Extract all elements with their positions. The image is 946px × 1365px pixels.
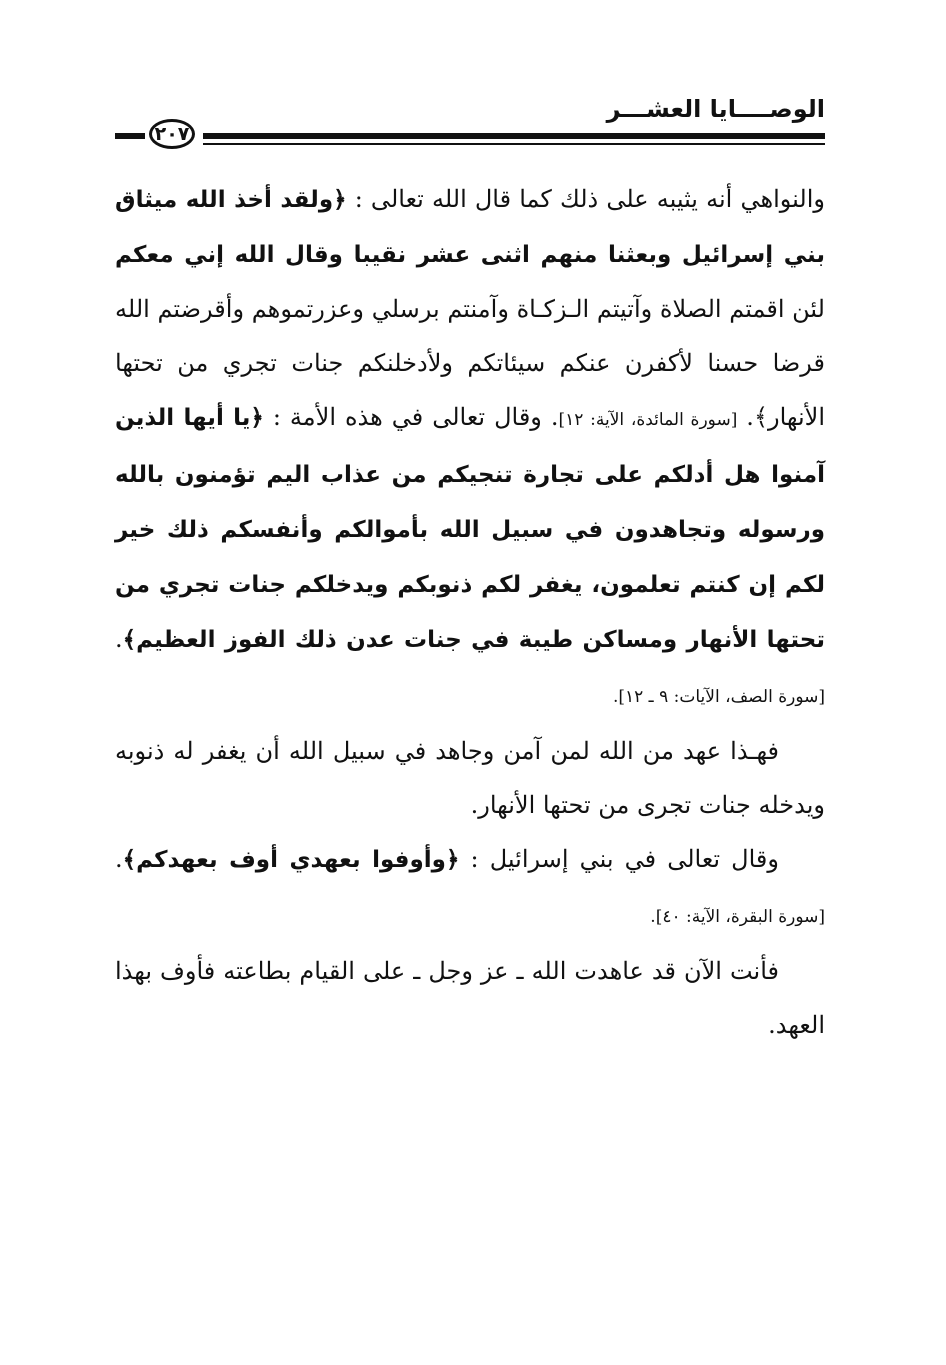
body-text (115, 172, 825, 1052)
verse-reference: [سورة البقرة، الآية: ٤٠]. (650, 907, 825, 927)
paragraph-4: فأنت الآن قد عاهدت الله ـ عز وجل ـ على القيام بطاعته فأوف بهذا العهد. (115, 957, 825, 1039)
header-rule-thick (203, 133, 825, 139)
text-run: وقال تعالى في هذه الأمة : (263, 403, 542, 431)
quran-quote: ﴿وأوفوا بعهدي أوف بعهدكم﴾ (122, 847, 460, 873)
verse-reference: [سورة المائدة، الآية: ١٢] (558, 410, 738, 430)
running-header (115, 95, 825, 155)
quran-quote: ﴿ولقد أخذ الله ميثاق بني إسرائيل وبعثنا منهم اثنى عشر نقيبا وقال الله إني معكم (115, 187, 825, 268)
paragraph-3: وقال تعالى في بني إسرائيل : ﴿وأوفوا بعهدي أوف بعهدكم﴾. [سورة البقرة، الآية: ٤٠]. (115, 845, 825, 927)
verse-reference: [سورة الصف، الآيات: ٩ ـ ١٢]. (612, 687, 825, 707)
text-run: والنواهي أنه يثيبه على ذلك كما قال الله تعالى : (346, 185, 825, 213)
paragraph-1: والنواهي أنه يثيبه على ذلك كما قال الله تعالى : ﴿ولقد أخذ الله ميثاق بني إسرائيل وبعثنا منهم اثنى عشر نقيبا وقال الله إني معكم لئن اقمتم الصلاة وآتيتم الـزكـاة وآمنتم برسلي وعزرتموهم وأقرضتم الله قرضا حسنا لأكفرن عنكم سيئاتكم ولأدخلنكم جنات تجري من تحتها الأنهار﴾. [سورة المائدة، الآية: ١٢]. وقال تعالى في هذه الأمة : ﴿يا أيها الذين آمنوا هل أدلكم على تجارة تنجيكم من عذاب اليم تؤمنون بالله ورسوله وتجاهدون في سبيل الله بأموالكم وأنفسكم ذلك خير لكم إن كنتم تعلمون، يغفر لكم ذنوبكم ويدخلكم جنات تجري من تحتها الأنهار ومساكن طيبة في جنات عدن ذلك الفوز العظيم﴾. [سورة الصف، الآيات: ٩ ـ ١٢]. (115, 185, 825, 707)
page-number: ٢٠٧ (149, 119, 195, 149)
quran-quote: ﴿يا أيها الذين آمنوا هل أدلكم على تجارة تنجيكم من عذاب اليم تؤمنون بالله ورسوله وتجاهدون في سبيل الله بأموالكم وأنفسكم ذلك خير لكم إن كنتم تعلمون، يغفر لكم ذنوبكم ويدخلكم جنات تجري من تحتها الأنهار ومساكن طيبة في جنات عدن ذلك الفوز العظيم﴾ (115, 405, 825, 653)
header-rule-thin (203, 143, 825, 145)
text-run: وقال تعالى في بني إسرائيل : (459, 845, 779, 873)
paragraph-2: فهـذا عهد من الله لمن آمن وجاهد في سبيل الله أن يغفر له ذنوبه ويدخله جنات تجرى من تحتها الأنهار. (115, 737, 825, 819)
header-rule-stub (115, 133, 145, 139)
book-title: الوصــــايا العشـــر (606, 95, 825, 123)
quran-quote-plain: لئن اقمتم الصلاة وآتيتم الـزكـاة وآمنتم برسلي وعزرتموهم وأقرضتم الله قرضا حسنا لأكفرن عنكم سيئاتكم ولأدخلنكم جنات تجري من تحتها الأنهار﴾ (115, 295, 825, 431)
